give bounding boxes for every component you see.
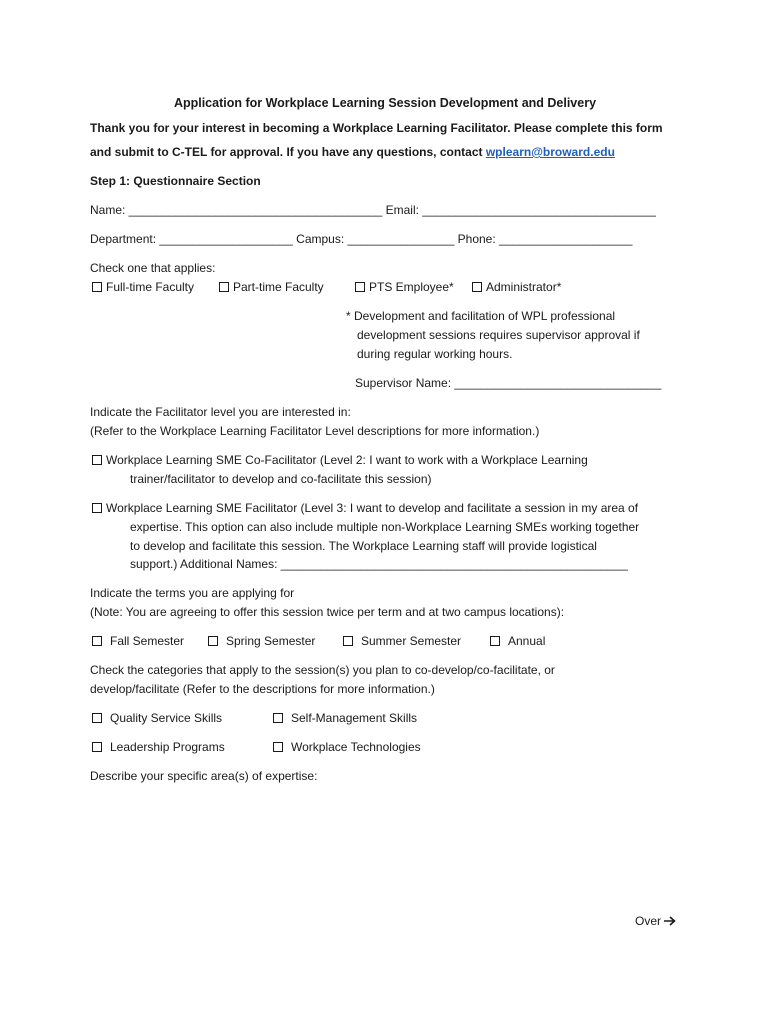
additional-names-field[interactable]: support.) Additional Names: ____________________________________________________ (130, 557, 628, 571)
intro-line-1: Thank you for your interest in becoming a Workplace Learning Facilitator. Please complete this form (90, 121, 663, 135)
checkbox-icon[interactable] (92, 713, 102, 723)
level-option-co-facilitator-cont: trainer/facilitator to develop and co-facilitate this session) (130, 472, 432, 486)
category-option-leadership[interactable]: Leadership Programs (92, 739, 225, 755)
checkbox-icon[interactable] (273, 713, 283, 723)
checkbox-icon[interactable] (92, 282, 102, 292)
step1-heading: Step 1: Questionnaire Section (90, 174, 261, 188)
checkbox-icon[interactable] (472, 282, 482, 292)
categories-label-1: Check the categories that apply to the session(s) you plan to co-develop/co-facilitate, or (90, 663, 555, 677)
over-indicator (635, 913, 676, 930)
category-option-workplace-technologies[interactable]: Workplace Technologies (273, 739, 421, 755)
level-option-facilitator[interactable]: Workplace Learning SME Facilitator (Level 3: I want to develop and facilitate a session in my area of (92, 500, 638, 516)
department-campus-phone-field[interactable]: Department: ____________________ Campus: ________________ Phone: ____________________ (90, 232, 633, 246)
level-label-2: (Refer to the Workplace Learning Facilitator Level descriptions for more information.) (90, 424, 540, 438)
supervisor-note-line-2: development sessions requires supervisor approval if (357, 328, 640, 342)
category-option-quality-service[interactable]: Quality Service Skills (92, 710, 222, 726)
role-option-full-time-faculty[interactable]: Full-time Faculty (92, 279, 194, 295)
level-option-facilitator-cont-2: to develop and facilitate this session. The Workplace Learning staff will provide logistical (130, 539, 597, 553)
right-arrow-icon (664, 914, 676, 930)
role-option-administrator[interactable]: Administrator* (472, 279, 561, 295)
term-option-summer[interactable]: Summer Semester (343, 633, 461, 649)
over-label: Over (635, 914, 662, 928)
checkbox-icon[interactable] (490, 636, 500, 646)
term-option-spring[interactable]: Spring Semester (208, 633, 315, 649)
role-label: Check one that applies: (90, 261, 216, 275)
level-option-facilitator-cont-1: expertise. This option can also include multiple non-Workplace Learning SMEs working together (130, 520, 640, 534)
role-option-pts-employee[interactable]: PTS Employee* (355, 279, 454, 295)
checkbox-icon[interactable] (219, 282, 229, 292)
role-option-part-time-faculty[interactable]: Part-time Faculty (219, 279, 324, 295)
categories-label-2: develop/facilitate (Refer to the descriptions for more information.) (90, 682, 435, 696)
supervisor-name-field[interactable]: Supervisor Name: _______________________________ (355, 376, 662, 390)
level-option-co-facilitator[interactable]: Workplace Learning SME Co-Facilitator (Level 2: I want to work with a Workplace Learning (92, 452, 588, 468)
checkbox-icon[interactable] (273, 742, 283, 752)
intro-line-2-text: and submit to C-TEL for approval. If you have any questions, contact (90, 145, 486, 159)
supervisor-note-line-1: * Development and facilitation of WPL professional (346, 309, 616, 323)
checkbox-icon[interactable] (92, 742, 102, 752)
checkbox-icon[interactable] (355, 282, 365, 292)
checkbox-icon[interactable] (92, 455, 102, 465)
category-option-self-management[interactable]: Self-Management Skills (273, 710, 417, 726)
checkbox-icon[interactable] (343, 636, 353, 646)
checkbox-icon[interactable] (208, 636, 218, 646)
expertise-label: Describe your specific area(s) of expertise: (90, 769, 318, 783)
checkbox-icon[interactable] (92, 636, 102, 646)
term-option-annual[interactable]: Annual (490, 633, 545, 649)
page-title: Application for Workplace Learning Session Development and Delivery (173, 96, 597, 110)
supervisor-note-line-3: during regular working hours. (357, 347, 513, 361)
intro-line-2 (90, 144, 615, 160)
terms-label-2: (Note: You are agreeing to offer this session twice per term and at two campus locations): (90, 605, 565, 619)
terms-label-1: Indicate the terms you are applying for (90, 586, 295, 600)
checkbox-icon[interactable] (92, 503, 102, 513)
name-email-field[interactable]: Name: ______________________________________ Email: ___________________________________ (90, 203, 656, 217)
term-option-fall[interactable]: Fall Semester (92, 633, 184, 649)
email-link[interactable]: wplearn@broward.edu (485, 145, 615, 159)
level-label-1: Indicate the Facilitator level you are interested in: (90, 405, 351, 419)
